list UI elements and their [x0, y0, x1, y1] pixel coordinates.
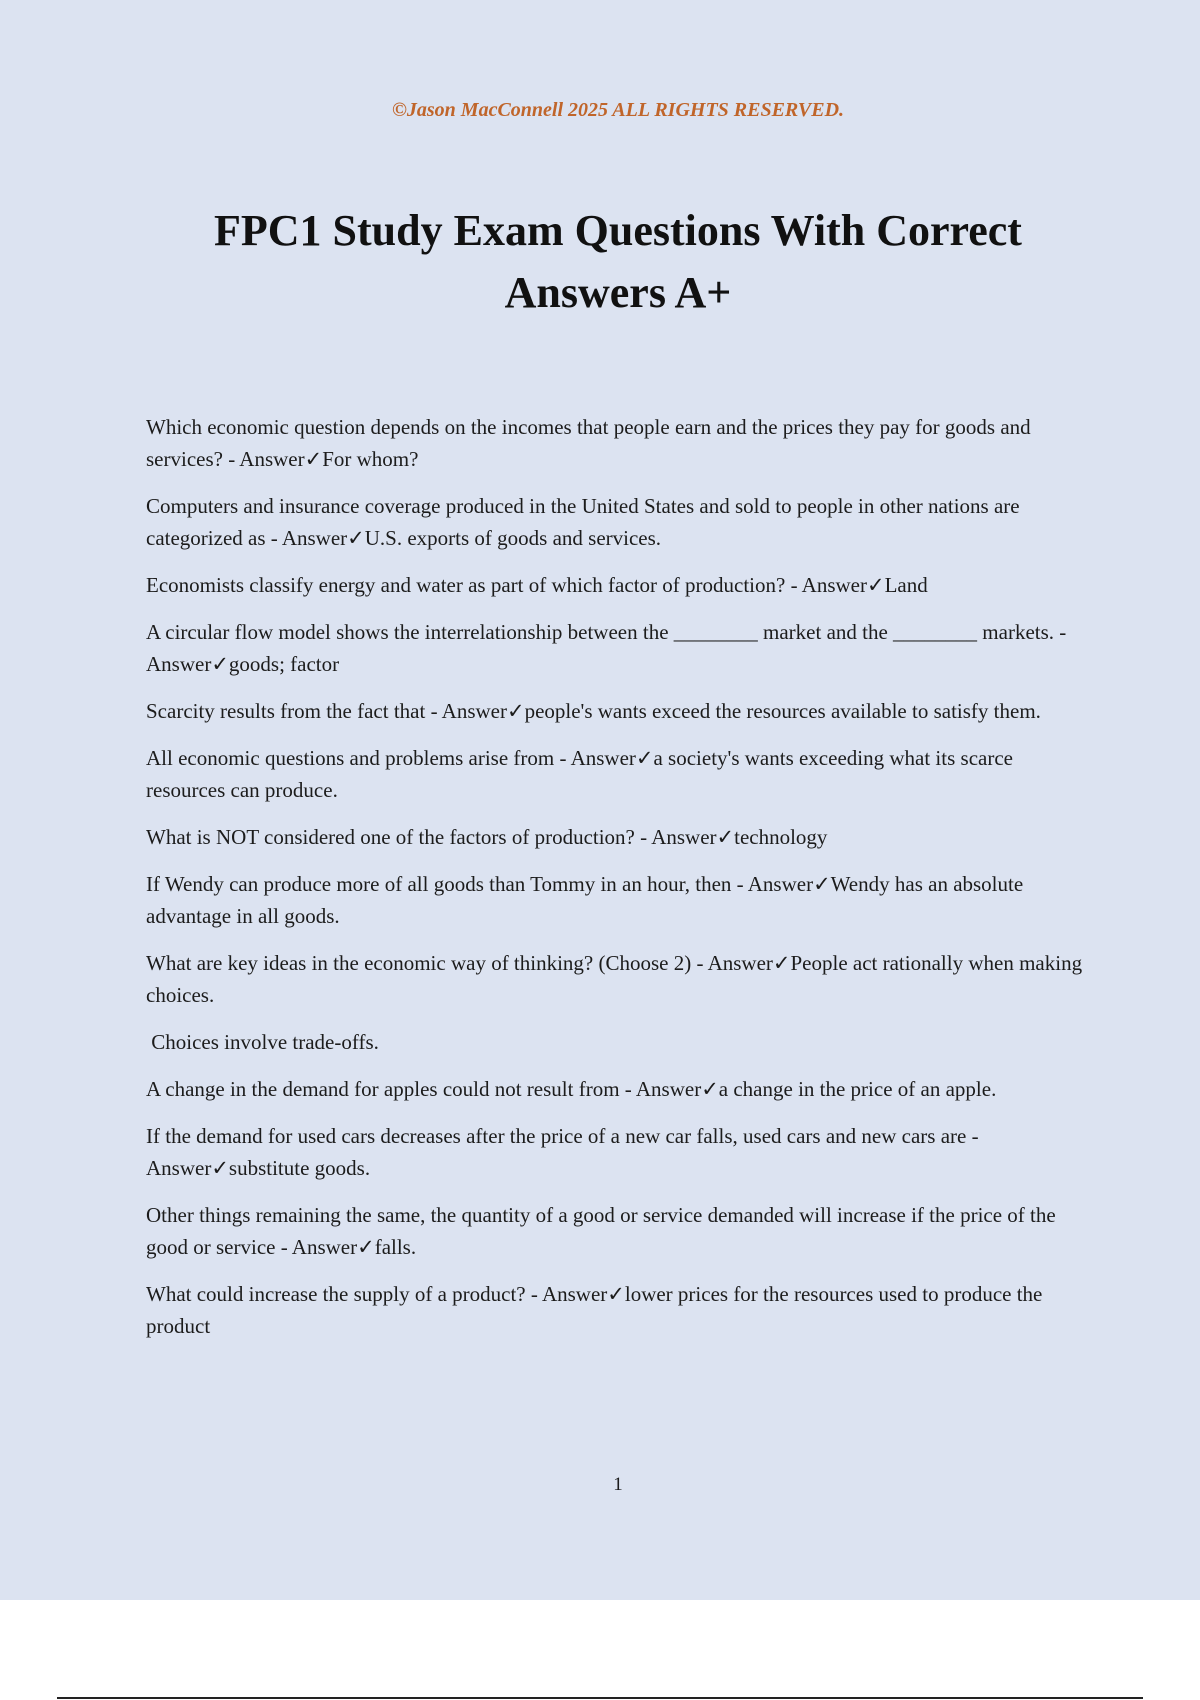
qa-item: If the demand for used cars decreases after the price of a new car falls, used cars and new cars are - Answer✓substitute goods. [146, 1124, 979, 1180]
document-title: FPC1 Study Exam Questions With Correct Answers A+ [214, 206, 1022, 317]
qa-item: A change in the demand for apples could not result from - Answer✓a change in the price of an apple. [146, 1077, 997, 1101]
qa-item: Scarcity results from the fact that - Answer✓people's wants exceed the resources available to satisfy them. [146, 699, 1041, 723]
copyright-notice: ©Jason MacConnell 2025 ALL RIGHTS RESERVED. [391, 99, 845, 121]
qa-item: What is NOT considered one of the factors of production? - Answer✓technology [146, 825, 828, 849]
footer-divider [57, 1697, 1143, 1699]
qa-item: A circular flow model shows the interrelationship between the ________ market and the ________ markets. - Answer✓goods; factor [146, 620, 1067, 676]
qa-item: Computers and insurance coverage produced in the United States and sold to people in other nations are categorized as - Answer✓U.S. exports of goods and services. [146, 494, 1020, 550]
qa-item: Which economic question depends on the incomes that people earn and the prices they pay for goods and services? - Answer✓For whom? [146, 415, 1031, 471]
qa-item: All economic questions and problems arise from - Answer✓a society's wants exceeding what its scarce resources can produce. [146, 746, 1013, 802]
qa-item: Other things remaining the same, the quantity of a good or service demanded will increase if the price of the good or service - Answer✓falls. [146, 1203, 1056, 1259]
qa-item: Economists classify energy and water as part of which factor of production? - Answer✓Land [146, 573, 928, 597]
qa-item: What could increase the supply of a product? - Answer✓lower prices for the resources used to produce the product [146, 1282, 1043, 1338]
qa-item: If Wendy can produce more of all goods than Tommy in an hour, then - Answer✓Wendy has an absolute advantage in all goods. [146, 872, 1024, 928]
qa-item: What are key ideas in the economic way of thinking? (Choose 2) - Answer✓People act rationally when making choices. [146, 951, 1083, 1007]
question-answer-list [146, 411, 1091, 1357]
qa-item: Choices involve trade-offs. [146, 1030, 379, 1054]
page-number: 1 [613, 1474, 623, 1495]
